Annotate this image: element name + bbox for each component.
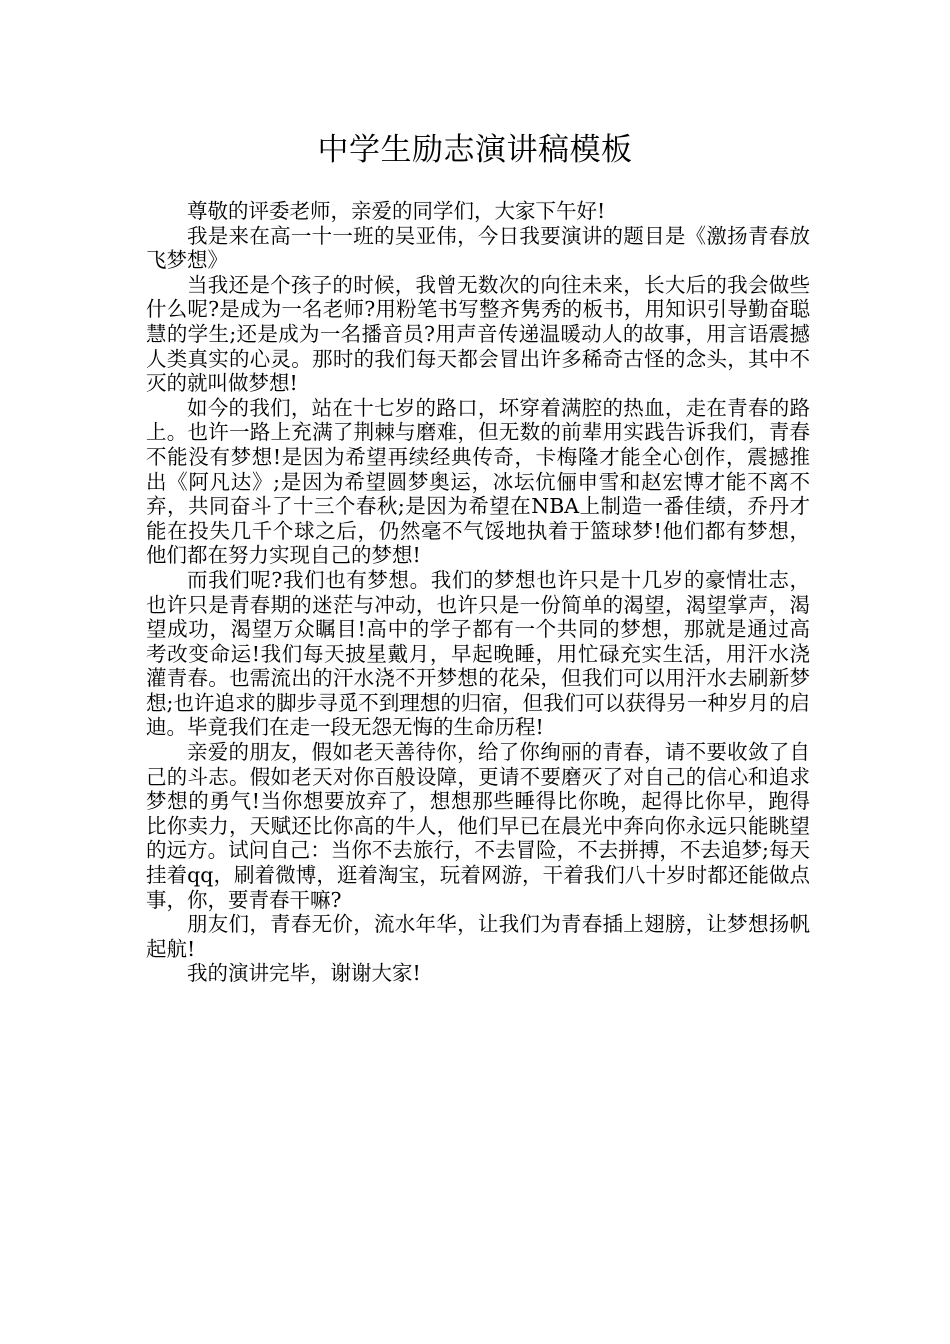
- paragraph-childhood-dreams: 当我还是个孩子的时候，我曾无数次的向往未来，长大后的我会做些什么呢?是成为一名老师?用粉笔书写整齐隽秀的板书，用知识引导勤奋聪慧的学生;还是成为一名播音员?用声音传递温暖动人的故事，用言语震撼人类真实的心灵。那时的我们每天都会冒出许多稀奇古怪的念头，其中不灭的就叫做梦想!: [146, 272, 810, 396]
- document-body: [146, 199, 810, 986]
- paragraph-greeting: 尊敬的评委老师，亲爱的同学们，大家下午好!: [187, 199, 606, 223]
- document-title: 中学生励志演讲稿模板: [317, 132, 633, 168]
- paragraph-introduction: 我是来在高一十一班的吴亚伟，今日我要演讲的题目是《激扬青春放飞梦想》: [146, 223, 810, 273]
- paragraph-youth-examples: 如今的我们，站在十七岁的路口，坏穿着满腔的热血，走在青春的路上。也许一路上充满了荆棘与磨难，但无数的前辈用实践告诉我们，青春不能没有梦想!是因为希望再续经典传奇，卡梅隆才能全心创作，震撼推出《阿凡达》;是因为希望圆梦奥运，冰坛伉俪申雪和赵宏博才能不离不弃，共同奋斗了十三个春秋;是因为希望在NBA上制造一番佳绩，乔丹才能在投失几千个球之后，仍然毫不气馁地执着于篮球梦!他们都有梦想，他们都在努力实现自己的梦想!: [146, 395, 810, 568]
- paragraph-dear-friends: 亲爱的朋友，假如老天善待你，给了你绚丽的青春，请不要收敛了自己的斗志。假如老天对你百般设障，更请不要磨灭了对自己的信心和追求梦想的勇气!当你想要放弃了，想想那些睡得比你晚，起得比你早，跑得比你卖力，天赋还比你高的牛人，他们早已在晨光中奔向你永远只能眺望的远方。试问自己：当你不去旅行，不去冒险，不去拼搏，不去追梦;每天挂着qq，刷着微博，逛着淘宝，玩着网游，干着我们八十岁时都还能做点事，你，要青春干嘛?: [146, 740, 810, 912]
- paragraph-our-dreams: 而我们呢?我们也有梦想。我们的梦想也许只是十几岁的豪情壮志，也许只是青春期的迷茫与冲动，也许只是一份简单的渴望，渴望掌声，渴望成功，渴望万众瞩目!高中的学子都有一个共同的梦想，那就是通过高考改变命运!我们每天披星戴月，早起晚睡，用忙碌充实生活，用汗水浇灌青春。也需流出的汗水浇不开梦想的花朵，但我们可以用汗水去刷新梦想;也许追求的脚步寻觅不到理想的归宿，但我们可以获得另一种岁月的启迪。毕竟我们在走一段无怨无悔的生命历程!: [146, 567, 810, 740]
- paragraph-call-to-action: 朋友们，青春无价，流水年华，让我们为青春插上翅膀，让梦想扬帆起航!: [146, 912, 810, 961]
- paragraph-closing: 我的演讲完毕，谢谢大家!: [187, 961, 421, 986]
